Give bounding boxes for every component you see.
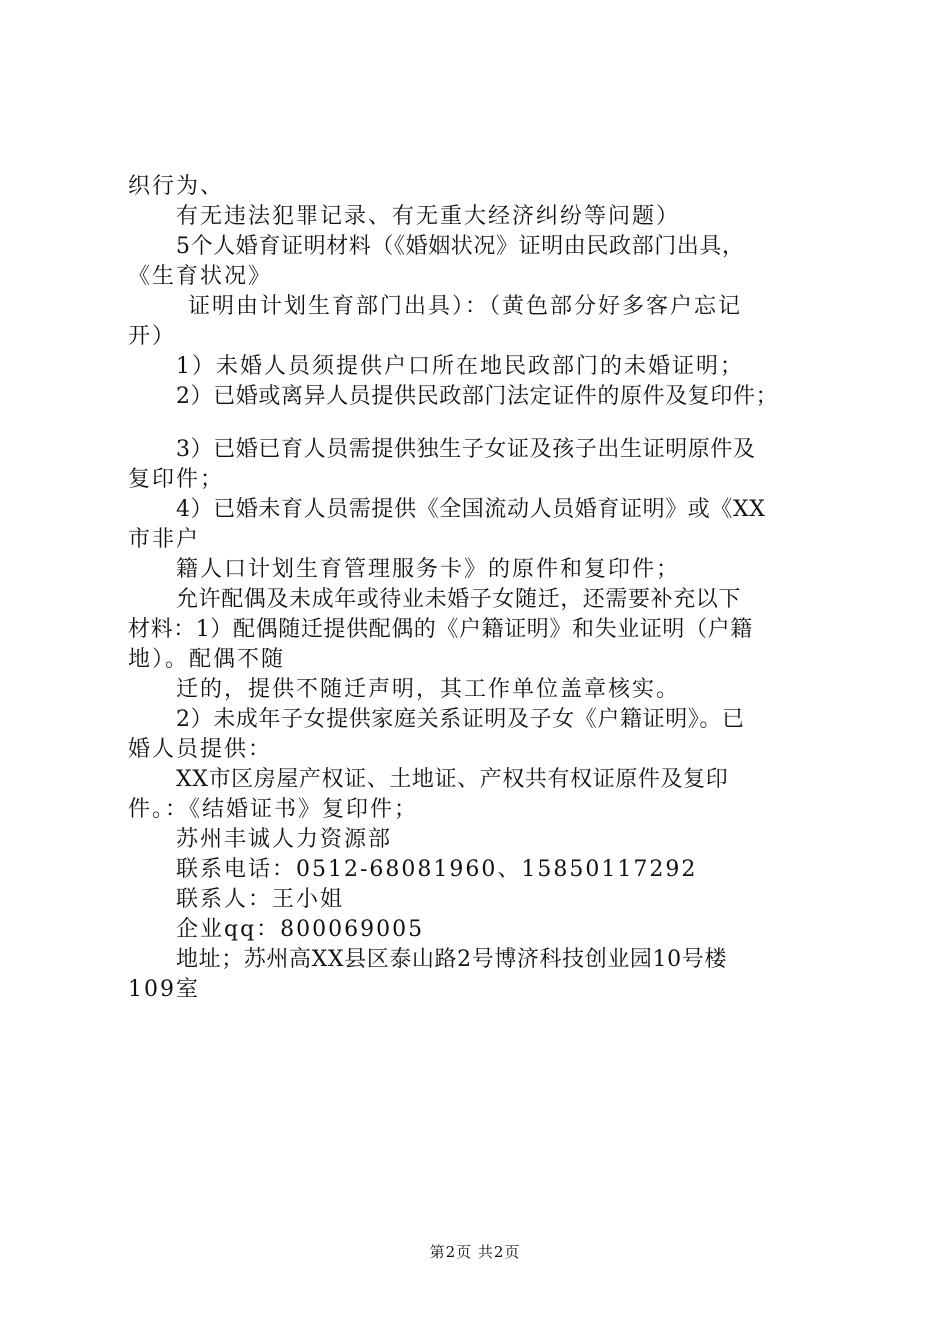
text-line: 有无违法犯罪记录、有无重大经济纠纷等问题） (176, 204, 681, 229)
text-line: 109室 (128, 977, 200, 1002)
text-line: 《生育状况》 (128, 264, 273, 289)
text-line: 5个人婚育证明材料（《婚姻状况》证明由民政部门出具， (176, 234, 745, 259)
paragraph-gap (128, 412, 840, 435)
text-line: 地）。配偶不随 (128, 647, 286, 672)
text-line: 开） (128, 324, 177, 349)
text-line: 企业qq：800069005 (176, 917, 425, 942)
text-line: 允许配偶及未成年或待业未婚子女随迁，还需要补充以下 (176, 587, 742, 612)
page-number-footer: 第2页 共2页 (429, 1243, 521, 1261)
text-line: XX市区房屋产权证、土地证、产权共有权证原件及复印 (176, 767, 729, 792)
text-line: 婚人员提供： (128, 737, 273, 762)
text-line: 材料：1）配偶随迁提供配偶的《户籍证明》和失业证明（户籍 (128, 617, 753, 642)
text-line: 联系电话：0512-68081960、15850117292 (176, 857, 698, 882)
text-line: 2）未成年子女提供家庭关系证明及子女《户籍证明》。已 (176, 707, 745, 732)
text-line: 1）未婚人员须提供户口所在地民政部门的未婚证明； (176, 354, 744, 379)
document-body (128, 172, 840, 1005)
text-line: 市非户 (128, 527, 201, 552)
text-line: 地址；苏州高XX县区泰山路2号博济科技创业园10号楼 (176, 947, 727, 972)
text-line: 复印件； (128, 467, 225, 492)
text-line: 3）已婚已育人员需提供独生子女证及孩子出生证明原件及 (176, 437, 756, 462)
text-line: 2）已婚或离异人员提供民政部门法定证件的原件及复印件； (176, 384, 779, 409)
text-line: 联系人：王小姐 (176, 887, 345, 912)
text-line: 4）已婚未育人员需提供《全国流动人员婚育证明》或《XX (176, 497, 766, 522)
text-line: 织行为、 (128, 174, 225, 199)
text-line: 迁的，提供不随迁声明，其工作单位盖章核实。 (176, 677, 681, 702)
text-line: 件。：《结婚证书》复印件； (128, 797, 419, 822)
text-line: 苏州丰诚人力资源部 (176, 827, 393, 852)
text-line: 籍人口计划生育管理服务卡》的原件和复印件； (176, 557, 681, 582)
text-line: 证明由计划生育部门出具）：（黄色部分好多客户忘记 (188, 294, 743, 319)
